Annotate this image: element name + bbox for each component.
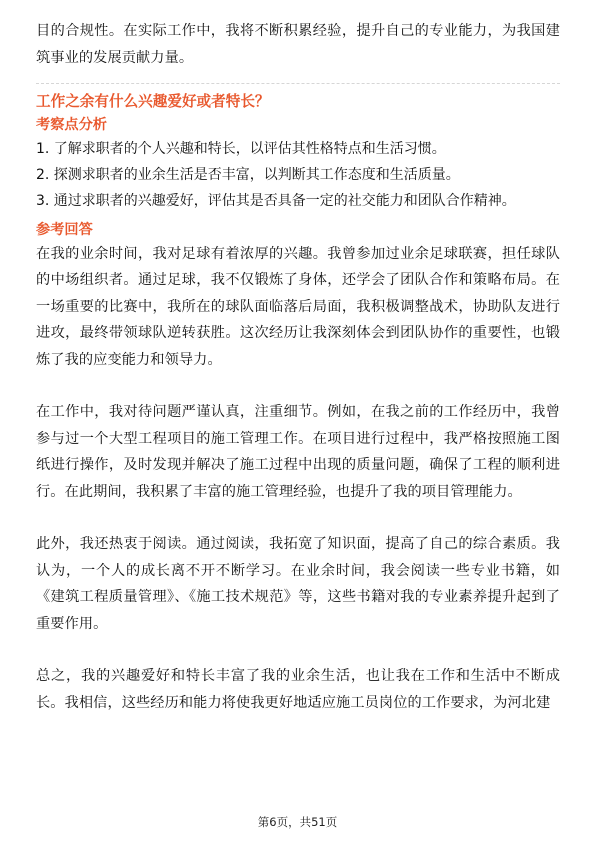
analysis-item: 1. 了解求职者的个人兴趣和特长，以评估其性格特点和生活习惯。 [36,141,446,157]
intro-paragraph: 目的合规性。在实际工作中，我将不断积累经验，提升自己的专业能力，为我国建筑事业的发展贡献力量。 [36,23,560,66]
section-divider [36,83,560,84]
analysis-heading: 考察点分析 [36,117,107,133]
answer-paragraph: 此外，我还热衷于阅读。通过阅读，我拓宽了知识面，提高了自己的综合素质。我认为，一个人的成长离不开不断学习。在业余时间，我会阅读一些专业书籍，如《建筑工程质量管理》、《施工技术规范》等，这些书籍对我的专业素养提升起到了重要作用。 [36,536,560,632]
question-heading: 工作之余有什么兴趣爱好或者特长？ [36,93,270,110]
answer-heading: 参考回答 [36,221,93,238]
answer-paragraph: 总之，我的兴趣爱好和特长丰富了我的业余生活，也让我在工作和生活中不断成长。我相信，这些经历和能力将使我更好地适应施工员岗位的工作要求，为河北建 [36,668,560,711]
answer-paragraph: 在我的业余时间，我对足球有着浓厚的兴趣。我曾参加过业余足球联赛，担任球队的中场组织者。通过足球，我不仅锻炼了身体，还学会了团队合作和策略布局。在一场重要的比赛中，我所在的球队面临落后局面，我积极调整战术，协助队友进行进攻，最终带领球队逆转获胜。这次经历让我深刻体会到团队协作的重要性，也锻炼了我的应变能力和领导力。 [36,245,560,368]
page-footer: 第6页，共51页 [257,815,338,829]
analysis-list [36,136,560,215]
analysis-item: 3. 通过求职者的兴趣爱好，评估其是否具备一定的社交能力和团队合作精神。 [36,193,516,210]
document-page [36,18,560,716]
analysis-item: 2. 探测求职者的业余生活是否丰富，以判断其工作态度和生活质量。 [36,167,460,184]
answer-paragraph: 在工作中，我对待问题严谨认真，注重细节。例如，在我之前的工作经历中，我曾参与过一个大型工程项目的施工管理工作。在项目进行过程中，我严格按照施工图纸进行操作，及时发现并解决了施工过程中出现的质量问题，确保了工程的顺利进行。在此期间，我积累了丰富的施工管理经验，也提升了我的项目管理能力。 [36,404,560,500]
